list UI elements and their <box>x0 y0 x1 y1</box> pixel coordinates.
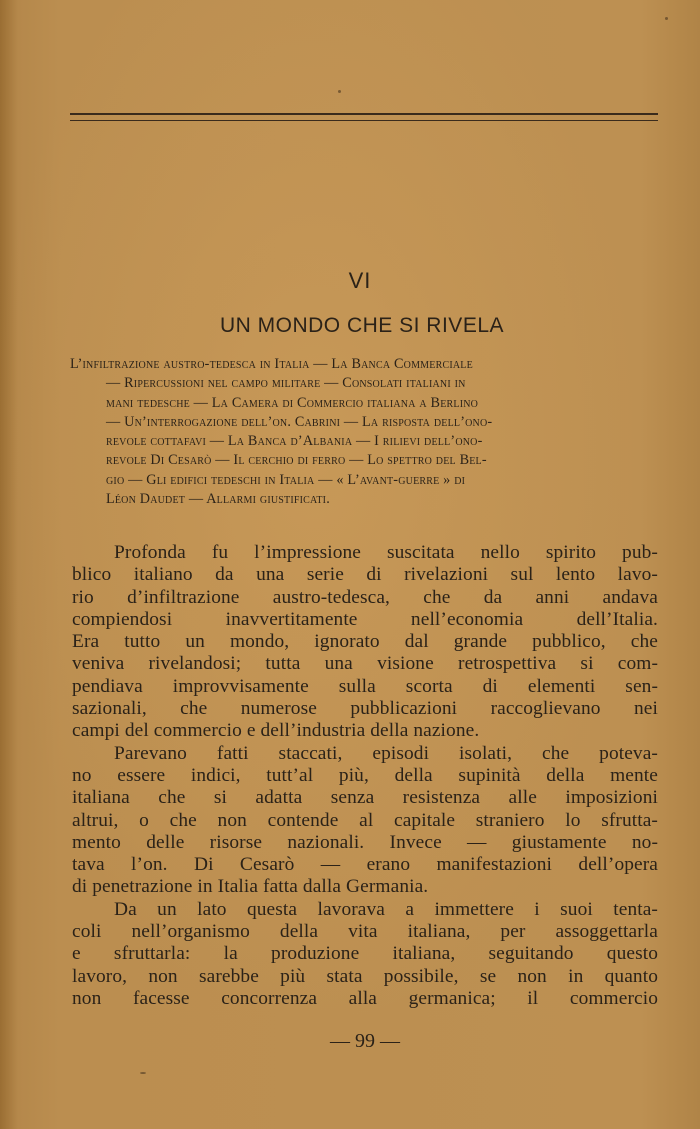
chapter-summary <box>70 355 656 509</box>
summary-line: revole Di Cesarò — Il cerchio di ferro — Lo spettro del Bel- <box>106 452 487 469</box>
summary-line: revole cottafavi — La Banca d’Albania — I rilievi dell’ono- <box>106 433 483 450</box>
text-line: italiana che si adatta senza resistenza alle imposizioni <box>72 787 658 809</box>
text-line: Da un lato questa lavorava a immettere i suoi tenta- <box>114 898 658 920</box>
text-line: e sfruttarla: la produzione italiana, seguitando questo <box>72 943 658 965</box>
header-rule-bottom <box>70 120 658 121</box>
chapter-title: UN MONDO CHE SI RIVELA <box>219 314 505 337</box>
text-line: campi del commercio e dell’industria della nazione. <box>72 720 480 742</box>
text-line: sazionali, che numerose pubblicazioni raccoglievano nei <box>72 698 658 720</box>
summary-line: — Un’interrogazione dell’on. Cabrini — La risposta dell’ono- <box>106 413 493 430</box>
text-line: compiendosi inavvertitamente nell’economia dell’Italia. <box>72 608 658 630</box>
paper-speck <box>665 17 668 20</box>
body-text <box>72 542 658 1010</box>
paper-speck <box>338 90 341 93</box>
summary-line: mani tedesche — La Camera di Commercio italiana a Berlino <box>106 394 479 411</box>
text-line: blico italiano da una serie di rivelazioni sul lento lavo- <box>72 564 658 586</box>
text-line: Parevano fatti staccati, episodi isolati, che poteva- <box>114 742 658 764</box>
text-line: no essere indici, tutt’al più, della supinità della mente <box>72 764 658 786</box>
text-line: rio d’infiltrazione austro-tedesca, che da anni andava <box>72 586 658 608</box>
text-line: Profonda fu l’impressione suscitata nello spirito pub- <box>114 542 658 563</box>
text-line: tava l’on. Di Cesarò — erano manifestazioni dell’opera <box>72 854 658 876</box>
summary-line: gio — Gli edifici tedeschi in Italia — « L’avant-guerre » di <box>106 471 466 488</box>
summary-line: L’infiltrazione austro-tedesca in Italia — La Banca Commerciale <box>70 356 473 372</box>
text-line: non facesse concorrenza alla germanica; il commercio <box>72 987 658 1009</box>
text-line: veniva rivelandosi; tutta una visione retrospettiva si com- <box>72 653 658 675</box>
summary-line: — Ripercussioni nel campo militare — Consolati italiani in <box>106 375 466 392</box>
text-line: di penetrazione in Italia fatta dalla Germania. <box>72 876 429 898</box>
text-line: altrui, o che non contende al capitale straniero lo sfrutta- <box>72 809 658 831</box>
summary-line: Léon Daudet — Allarmi giustificati. <box>106 491 330 508</box>
text-line: pendiava improvvisamente sulla scorta di elementi sen- <box>72 675 658 697</box>
text-line: mento delle risorse nazionali. Invece — giustamente no- <box>72 831 658 853</box>
text-line: Era tutto un mondo, ignorato dal grande pubblico, che <box>72 631 658 653</box>
text-line: coli nell’organismo della vita italiana, per assoggettarla <box>72 921 658 943</box>
paper-speck <box>140 1072 146 1074</box>
chapter-number: VI <box>348 268 372 293</box>
text-line: lavoro, non sarebbe più stata possibile, se non in quanto <box>72 965 658 987</box>
page-number: — 99 — <box>330 1030 400 1052</box>
header-rule-top <box>70 113 658 115</box>
